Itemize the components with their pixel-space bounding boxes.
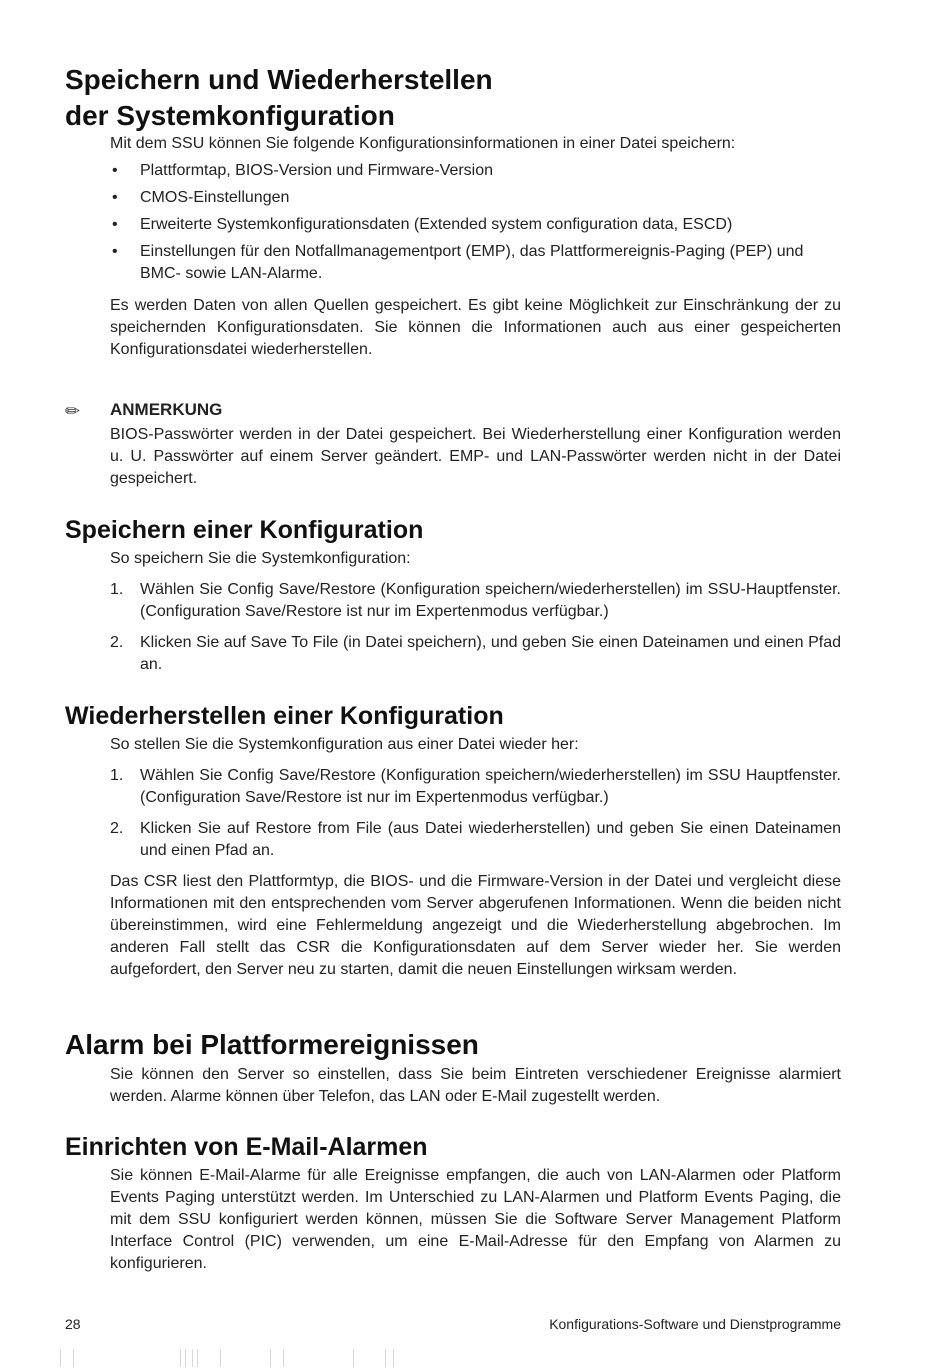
section-title-save-config: Speichern einer Konfiguration: [65, 516, 424, 544]
bullet-marker: •: [112, 243, 118, 260]
body-paragraph: Sie können den Server so einstellen, dass Sie beim Eintreten verschiedener Ereignisse alarmiert werden. Alarme können über Telefon, das LAN oder E-Mail zugestellt werden.: [110, 1066, 841, 1105]
section-body-save-config: [110, 548, 841, 685]
section-title-save-restore: [65, 62, 493, 134]
intro-paragraph: Mit dem SSU können Sie folgende Konfigurationsinformationen in einer Datei speichern:: [110, 135, 736, 152]
step-number: 1.: [110, 767, 124, 784]
step-number: 1.: [110, 581, 124, 598]
list-item: 1. Wählen Sie Config Save/Restore (Konfiguration speichern/wiederherstellen) im SSU-Hauptfenster. (Configuration Save/Restore ist nur im Expertenmodus verfügbar.): [110, 581, 841, 620]
list-item: 2. Klicken Sie auf Restore from File (aus Datei wiederherstellen) und geben Sie einen Dateinamen und einen Pfad an.: [110, 820, 841, 859]
section-title-line-2: der Systemkonfiguration: [65, 100, 395, 131]
section-body-restore-config: [110, 734, 841, 981]
bullet-marker: •: [112, 189, 118, 206]
bullet-marker: •: [112, 162, 118, 179]
pencil-icon: ✏: [65, 401, 81, 421]
body-paragraph: Das CSR liest den Plattformtyp, die BIOS- und die Firmware-Version in der Datei und vergleicht diese Informationen mit den entsprechenden vom Server abgerufenen Informationen. Wenn die beiden nicht übereinstimmen, wird eine Fehlermeldung angezeigt und die Wiederherstellung abgebrochen. Im anderen Fall stellt das CSR die Konfigurationsdaten auf dem Server wieder her. Sie werden aufgefordert, den Server neu zu starten, damit die neuen Einstellungen wirksam werden.: [110, 873, 841, 978]
scan-marks: [55, 1349, 435, 1367]
list-item: • Einstellungen für den Notfallmanagementport (EMP), das Plattformereignis-Paging (PEP) und BMC- sowie LAN-Alarme.: [112, 243, 804, 282]
running-footer-title: Konfigurations-Software und Dienstprogramme: [549, 1316, 841, 1332]
steps-list: [110, 765, 841, 862]
section-body-email-alarms: [110, 1165, 841, 1275]
bullet-marker: •: [112, 216, 118, 233]
step-number: 2.: [110, 634, 124, 651]
section-body-save-restore: [110, 133, 841, 361]
section-title-email-alarms: Einrichten von E-Mail-Alarmen: [65, 1133, 428, 1161]
section-title-line-1: Speichern und Wiederherstellen: [65, 64, 493, 95]
step-number: 2.: [110, 820, 124, 837]
list-item: • CMOS-Einstellungen: [110, 187, 841, 209]
note-title: ANMERKUNG: [110, 400, 223, 419]
section-body-platform-alarms: [110, 1064, 841, 1108]
note-block: [110, 399, 841, 490]
section-title-platform-alarms: Alarm bei Plattformereignissen: [65, 1029, 479, 1060]
list-item: 2. Klicken Sie auf Save To File (in Datei speichern), und geben Sie einen Dateinamen und einen Pfad an.: [110, 634, 841, 673]
list-item: • Plattformtap, BIOS-Version und Firmware-Version: [110, 160, 841, 182]
steps-list: [110, 579, 841, 676]
body-paragraph: Es werden Daten von allen Quellen gespeichert. Es gibt keine Möglichkeit zur Einschränkung der zu speichernden Konfigurationsdaten. Sie können die Informationen auch aus einer gespeicherten Konfigurationsdatei wiederherstellen.: [110, 297, 841, 358]
section-title-restore-config: Wiederherstellen einer Konfiguration: [65, 702, 504, 730]
list-item: • Erweiterte Systemkonfigurationsdaten (Extended system configuration data, ESCD): [110, 214, 841, 236]
intro-paragraph: So speichern Sie die Systemkonfiguration:: [110, 550, 411, 567]
list-item: 1. Wählen Sie Config Save/Restore (Konfiguration speichern/wiederherstellen) im SSU Hauptfenster. (Configuration Save/Restore ist nur im Expertenmodus verfügbar.): [110, 767, 841, 806]
page-number: 28: [65, 1316, 81, 1332]
note-text: BIOS-Passwörter werden in der Datei gespeichert. Bei Wiederherstellung einer Konfiguration werden u. U. Passwörter auf einem Server geändert. EMP- und LAN-Passwörter werden nicht in der Datei gespeichert.: [110, 426, 841, 487]
bullet-list: [110, 160, 841, 285]
intro-paragraph: So stellen Sie die Systemkonfiguration aus einer Datei wieder her:: [110, 736, 579, 753]
body-paragraph: Sie können E-Mail-Alarme für alle Ereignisse empfangen, die auch von LAN-Alarmen oder Platform Events Paging unterstützt werden. Im Unterschied zu LAN-Alarmen und Platform Events Paging, die mit dem SSU konfiguriert werden können, müssen Sie die Software Server Management Platform Interface Control (PIC) verwenden, um eine E-Mail-Adresse für den Empfang von Alarmen zu konfigurieren.: [110, 1167, 841, 1272]
